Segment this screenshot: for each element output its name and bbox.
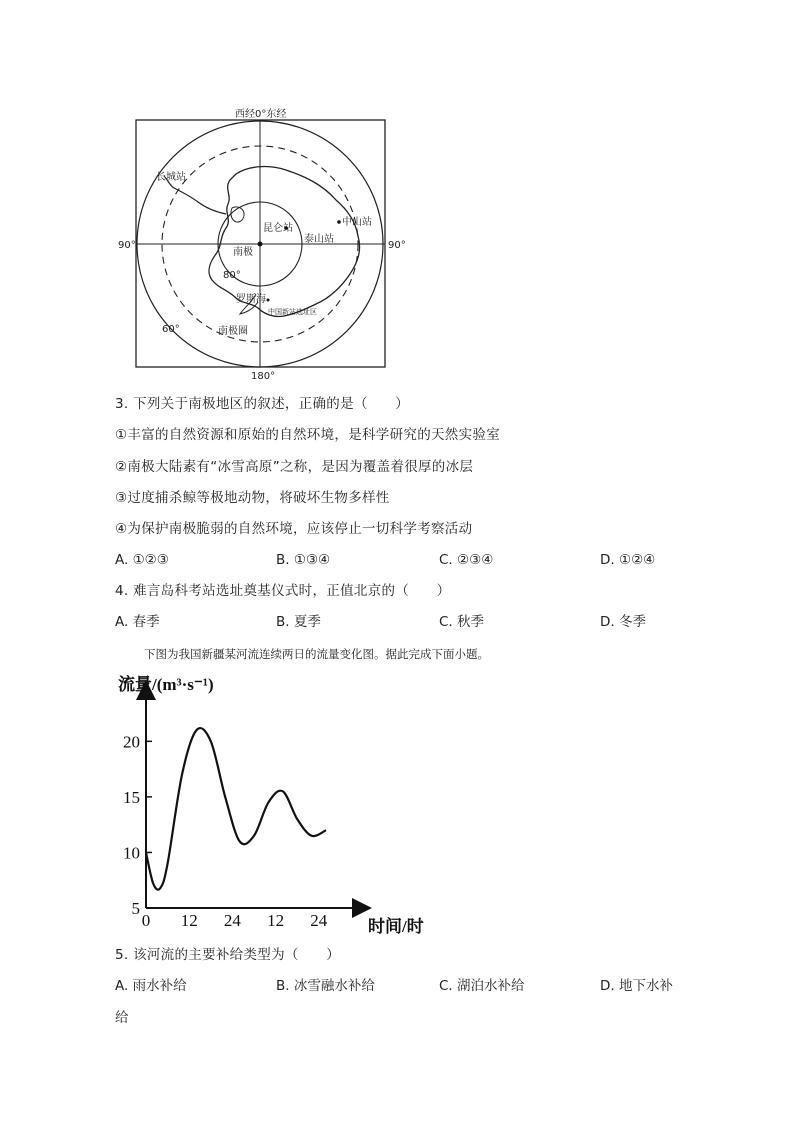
label-left: 90° [118,240,136,251]
flow-chart-svg [112,668,432,940]
q3-option-a[interactable]: A. ①②③ [115,552,169,568]
label-changcheng: 长城站 [156,172,186,183]
q3-option-d[interactable]: D. ①②④ [600,552,656,568]
q4-option-d[interactable]: D. 冬季 [600,614,646,630]
q3-statement-2: ②南极大陆素有“冰雪高原”之称，是因为覆盖着很厚的冰层 [115,459,474,475]
x-ticks [142,911,328,930]
label-kunlun: 昆仑站 [263,223,293,234]
x-tick-label-3: 12 [267,911,285,930]
label-south-pole: 南极 [233,247,253,258]
chart-intro: 下图为我国新疆某河流连续两日的流量变化图。据此完成下面小题。 [144,647,489,661]
label-lat80: 80° [223,270,241,281]
label-taishan: 泰山站 [304,234,334,245]
q5-option-a[interactable]: A. 雨水补给 [115,978,187,994]
y-tick-label-1: 10 [123,843,140,863]
q3-option-c[interactable]: C. ②③④ [439,552,494,568]
zhongshan-dot [337,220,341,224]
x-tick-label-4: 24 [310,911,328,930]
y-ticks [123,732,152,918]
q5-option-b[interactable]: B. 冰雪融水补给 [276,978,375,994]
label-bottom: 180° [251,371,276,382]
south-pole-dot [258,242,263,247]
x-tick-label-2: 24 [223,911,241,930]
q5-option-c[interactable]: C. 湖泊水补给 [439,978,525,994]
q4-stem: 4. 难言岛科考站选址奠基仪式时，正值北京的（ ） [115,583,451,599]
q3-statement-3: ③过度捕杀鲸等极地动物，将破坏生物多样性 [115,490,390,506]
antarctica-map-svg [118,108,406,382]
label-ross-sea: 罗斯海 [236,294,266,305]
label-new-station: 中国新站选址区 [268,308,317,316]
y-tick-label-3: 20 [123,732,140,752]
antarctica-map [118,108,406,382]
q4-option-c[interactable]: C. 秋季 [439,614,485,630]
q3-statement-1: ①丰富的自然资源和原始的自然环境，是科学研究的天然实验室 [115,427,501,443]
label-lat60: 60° [162,324,180,335]
q3-option-b[interactable]: B. ①③④ [276,552,331,568]
label-antarctic-circle: 南极圈 [218,326,248,337]
q3-statement-4: ④为保护南极脆弱的自然环境，应该停止一切科学考察活动 [115,521,473,537]
q4-option-b[interactable]: B. 夏季 [276,614,321,630]
new-station-dot [267,299,270,302]
x-tick-label-1: 12 [180,911,198,930]
flow-chart [112,668,432,940]
label-right: 90° [388,240,406,251]
y-tick-label-0: 5 [131,899,140,918]
q5-option-d[interactable]: D. 地下水补 [600,978,673,994]
flow-series-line [146,728,326,890]
q3-stem: 3. 下列关于南极地区的叙述，正确的是（ ） [115,396,410,412]
q4-option-a[interactable]: A. 春季 [115,614,160,630]
y-axis-title: 流量/(m³·s⁻¹) [118,675,214,694]
y-tick-label-2: 15 [123,787,140,807]
q5-stem: 5. 该河流的主要补给类型为（ ） [115,947,341,963]
label-top: 西经0°东经 [235,109,287,120]
x-tick-label-0: 0 [141,911,151,930]
q5-option-d-wrap: 给 [115,1010,129,1026]
x-axis-title: 时间/时 [368,917,424,936]
label-zhongshan: 中山站 [342,217,372,228]
